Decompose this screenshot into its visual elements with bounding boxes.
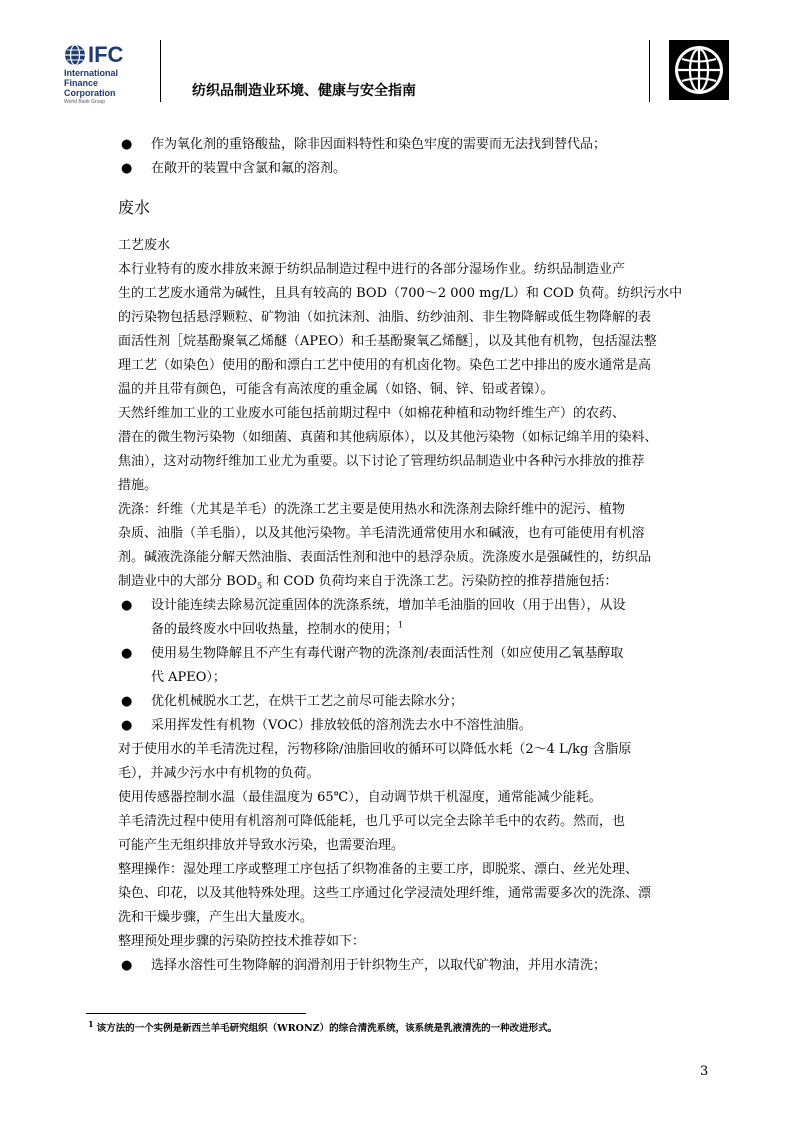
list-item: ● 选择水溶性可生物降解的润滑剂用于针织物生产，以取代矿物油，并用水清洗； [118, 954, 710, 978]
document-title: 纺织品制造业环境、健康与安全指南 [192, 83, 416, 99]
subsection-heading: 工艺废水 [118, 238, 171, 253]
list-item: ● 优化机械脱水工艺，在烘干工艺之前尽可能去除水分； [118, 690, 710, 714]
page-number: 3 [700, 1064, 709, 1079]
paragraph: 使用传感器控制水温（最佳温度为 65℃），自动调节烘干机湿度，通常能减少能耗。 [118, 790, 602, 805]
bullet-icon: ● [121, 958, 133, 973]
ifc-line-3: Corporation [64, 88, 116, 98]
list-item: ● 使用易生物降解且不产生有毒代谢产物的洗涤剂/表面活性剂（如应使用乙氧基醇取 代 APEO）； [118, 642, 710, 690]
footnote-ref[interactable]: 1 [398, 620, 404, 630]
bullet-icon: ● [121, 598, 133, 613]
paragraph: 洗涤：纤维（尤其是羊毛）的洗涤工艺主要是使用热水和洗涤剂去除纤维中的泥污、植物 杂质、油脂（羊毛脂），以及其他污染物。羊毛清洗通常使用水和碱液，也有可能使用有机溶 剂。碱液洗涤能分解天然油脂、表面活性剂和池中的悬浮杂质。洗涤废水是强碱性的，纺织品 制造业中的大部分 $BOD_5$ 和 COD 负荷均来自于洗涤工艺。污染防控的推荐措施包括： [118, 502, 652, 591]
ifc-subtitle: World Bank Group [64, 99, 106, 105]
bullet-icon: ● [121, 161, 133, 176]
section-heading: 废水 [118, 198, 151, 217]
list-item: ● 设计能连续去除易沉淀重固体的洗涤系统，增加羊毛油脂的回收（用于出售），从设 备的最终废水中回收热量，控制水的使用；$^1$ [118, 594, 710, 642]
header-divider-left [160, 40, 161, 102]
footnote-divider [86, 1013, 306, 1014]
paragraph: 羊毛清洗过程中使用有机溶剂可降低能耗，也几乎可以完全去除羊毛中的农药。然而，也 可能产生无组织排放并导致水污染，也需要治理。 [118, 814, 626, 853]
ifc-line-1: International [64, 68, 119, 78]
list-item: ● 采用挥发性有机物（VOC）排放较低的溶剂洗去水中不溶性油脂。 [118, 714, 710, 738]
paragraph: 对于使用水的羊毛清洗过程，污物移除/油脂回收的循环可以降低水耗（2～4 L/kg 含脂原 毛），并减少污水中有机物的负荷。 [118, 742, 632, 781]
list-item: ● 作为氧化剂的重铬酸盐，除非因面料特性和染色牢度的需要而无法找到替代品； [118, 133, 710, 157]
world-bank-globe-icon [669, 40, 729, 100]
page-header [0, 0, 793, 110]
page-body [118, 133, 710, 978]
ifc-logo-text: IFC [88, 42, 124, 67]
footnote: $^1$ 该方法的一个实例是新西兰羊毛研究组织（WRONZ）的综合清洗系统，该系统是乳液清洗的一种改进形式。 [88, 1018, 558, 1034]
list-item: ● 在敞开的装置中含氯和氟的溶剂。 [118, 157, 710, 181]
ifc-logo [64, 42, 154, 108]
paragraph: 整理预处理步骤的污染防控技术推荐如下： [118, 934, 366, 949]
bullet-icon: ● [121, 718, 133, 733]
bullet-icon: ● [121, 137, 133, 152]
bullet-icon: ● [121, 694, 133, 709]
paragraph: 整理操作：湿处理工序或整理工序包括了织物准备的主要工序，即脱浆、漂白、丝光处理、 染色、印花，以及其他特殊处理。这些工序通过化学浸渍处理纤维，通常需要多次的洗涤、漂 洗和干燥步骤，产生出大量废水。 [118, 862, 652, 925]
ifc-line-2: Finance [64, 78, 99, 88]
bullet-icon: ● [121, 646, 133, 661]
header-divider-right [649, 40, 650, 102]
ifc-globe-icon [64, 44, 86, 66]
paragraph: 本行业特有的废水排放来源于纺织品制造过程中进行的各部分湿场作业。纺织品制造业产 生的工艺废水通常为碱性，且具有较高的 BOD（700～2 000 mg/L）和 COD 负荷。纺织污水中 的污染物包括悬浮颗粒、矿物油（如抗沫剂、油脂、纺纱油剂、非生物降解或低生物降解的表 面活性剂［烷基酚聚氧乙烯醚（APEO）和壬基酚聚氧乙烯醚］，以及其他有机物，包括湿法整 理工艺（如染色）使用的酚和漂白工艺中使用的有机卤化物。染色工艺中排出的废水通常是高 温的并且带有颜色，可能含有高浓度的重金属（如铬、铜、锌、铅或者镍）。 [118, 262, 683, 397]
paragraph: 天然纤维加工业的工业废水可能包括前期过程中（如棉花种植和动物纤维生产）的农药、 潜在的微生物污染物（如细菌、真菌和其他病原体），以及其他污染物（如标记绵羊用的染料、 焦油），这对动物纤维加工业尤为重要。以下讨论了管理纺织品制造业中各种污水排放的推荐 措施。 [118, 406, 658, 493]
